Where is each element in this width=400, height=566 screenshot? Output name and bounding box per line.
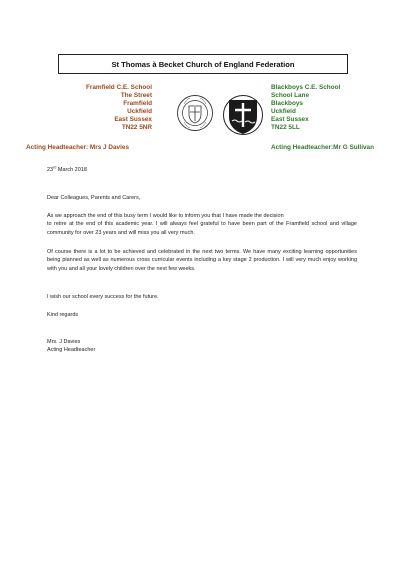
federation-title: St Thomas à Becket Church of England Federation	[111, 59, 295, 69]
blackboys-county: East Sussex	[271, 116, 309, 124]
closing: Kind regards	[47, 312, 79, 318]
paragraph-2: Of course there is a lot to be achieved and celebrated in the next two terms. We have many exciting learning opportunities being planned as well as numerous cross curricular events including a key stage 2 production. I will very much enjoy working with you and all your lovely children over the next few weeks.	[47, 249, 357, 272]
blackboys-headteacher: Acting Headteacher:Mr G Sullivan	[271, 144, 374, 151]
framfield-street: The Street	[120, 92, 152, 100]
blackboys-address	[271, 84, 381, 133]
date-rest: March 2018	[56, 167, 87, 173]
paragraph-3: I wish our school every success for the future.	[47, 294, 159, 300]
framfield-county: East Sussex	[114, 116, 152, 124]
framfield-address	[74, 84, 152, 133]
letter-signature	[47, 338, 357, 355]
salutation: Dear Colleagues, Parents and Carers,	[47, 195, 141, 201]
blackboys-street: School Lane	[271, 92, 309, 100]
letter-paragraph-1	[47, 212, 357, 237]
framfield-postcode: TN22 5NR	[121, 124, 152, 132]
federation-title-box	[58, 54, 348, 74]
blackboys-school-name: Blackboys C.E. School	[271, 84, 341, 91]
letter-paragraph-2	[47, 248, 357, 273]
letter-date	[47, 166, 357, 174]
date-suffix: rd	[53, 165, 57, 170]
letter-closing	[47, 311, 357, 319]
blackboys-crest-icon	[221, 94, 265, 141]
framfield-headteacher: Acting Headteacher: Mrs J Davies	[26, 144, 129, 151]
blackboys-postcode: TN22 5LL	[271, 124, 300, 132]
framfield-village: Framfield	[123, 100, 152, 108]
paragraph-1-line-1: As we approach the end of this busy term I would like to inform you that I have made the decision	[47, 213, 284, 219]
paragraph-1-rest: to retire at the end of this academic year. I will always feel grateful to have been part of the Framfield school and village community for over 23 years and will miss you all very much.	[47, 221, 357, 236]
framfield-town: Uckfield	[127, 108, 152, 116]
framfield-school-name: Framfield C.E. School	[85, 84, 152, 91]
date-day: 23	[47, 167, 54, 173]
letter-salutation	[47, 194, 357, 202]
blackboys-village: Blackboys	[271, 100, 303, 108]
signature-name: Mrs. J Davies	[47, 339, 81, 345]
blackboys-town: Uckfield	[271, 108, 296, 116]
signature-title: Acting Headteacher	[47, 347, 96, 354]
framfield-crest-icon	[176, 94, 214, 137]
letter-paragraph-3	[47, 293, 357, 301]
